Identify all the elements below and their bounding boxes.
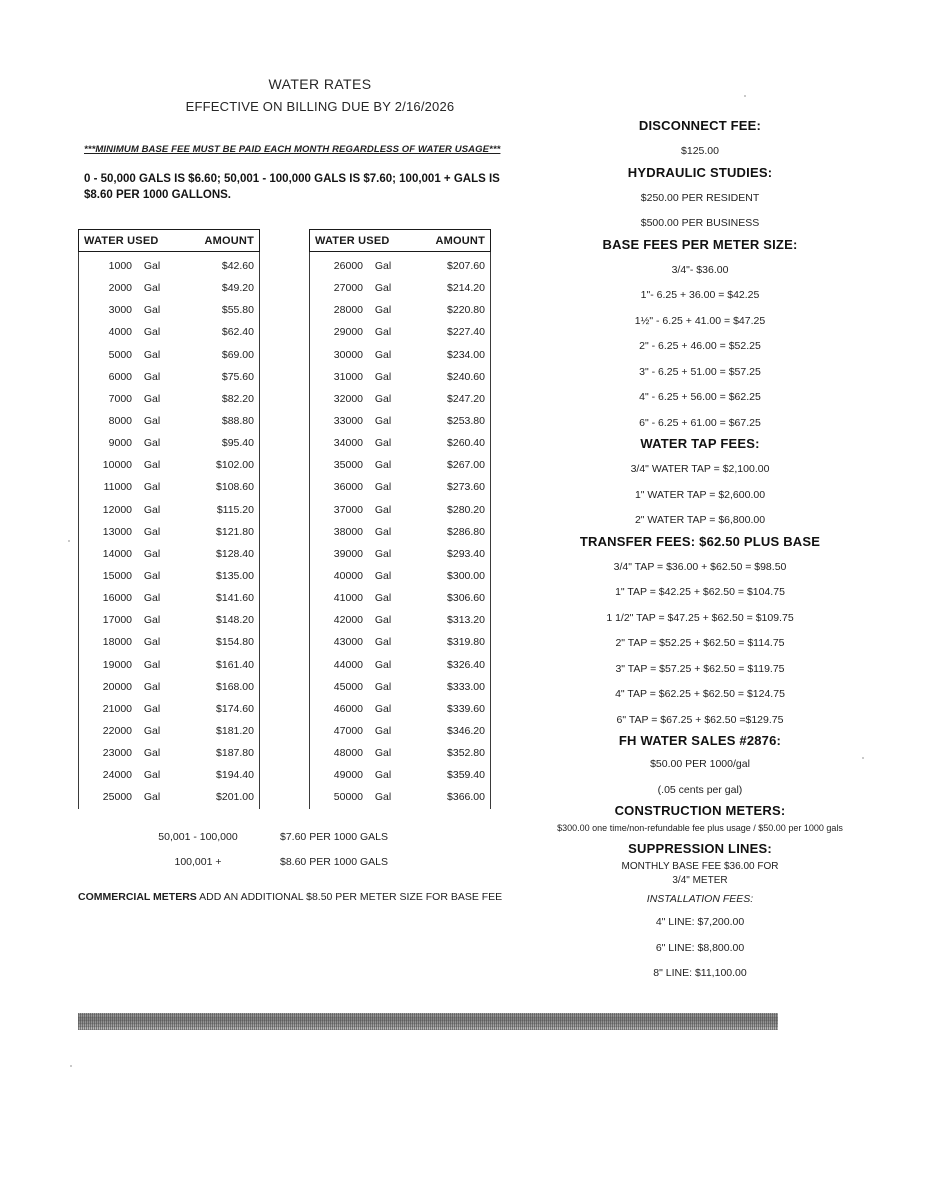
table-row [79, 299, 259, 321]
transfer-fee-line: 3" TAP = $57.25 + $62.50 = $119.75 [615, 662, 785, 675]
table-row [310, 410, 490, 432]
cell-unit: Gal [374, 260, 392, 273]
installation-fee-line: 4" LINE: $7,200.00 [655, 916, 745, 928]
cell-amount: $227.40 [447, 326, 485, 339]
cell-unit: Gal [143, 570, 161, 583]
transfer-fee-line: 1" TAP = $42.25 + $62.50 = $104.75 [615, 586, 785, 598]
cell-unit: Gal [143, 392, 161, 405]
table-row [79, 786, 259, 808]
installation-fee-line-list [495, 910, 905, 987]
suppression-lines-heading: SUPPRESSION LINES: [628, 841, 772, 856]
cell-water-used: 18000 [102, 636, 132, 649]
table-row [310, 543, 490, 565]
cell-unit: Gal [374, 459, 392, 472]
cell-amount: $300.00 [447, 570, 485, 583]
base-fee-line: 1½" - 6.25 + 41.00 = $47.25 [634, 314, 766, 327]
cell-water-used: 7000 [108, 392, 132, 405]
water-tap-fee-line: 2" WATER TAP = $6,800.00 [634, 514, 766, 526]
cell-water-used: 45000 [333, 680, 363, 693]
cell-water-used: 26000 [333, 260, 363, 273]
cell-unit: Gal [143, 437, 161, 450]
cell-amount: $346.20 [447, 725, 485, 738]
table-row [79, 698, 259, 720]
base-fee-line-list [495, 258, 905, 437]
table-row [310, 476, 490, 498]
cell-amount: $260.40 [447, 437, 485, 450]
cell-water-used: 27000 [333, 282, 363, 295]
cell-water-used: 12000 [102, 503, 132, 516]
cell-unit: Gal [374, 415, 392, 428]
table-row [79, 366, 259, 388]
cell-amount: $333.00 [447, 680, 485, 693]
table-row [310, 609, 490, 631]
tier-price: $8.60 PER 1000 GALS [280, 855, 388, 868]
cell-water-used: 16000 [102, 592, 132, 605]
cell-unit: Gal [374, 680, 392, 693]
transfer-fee-line: 6" TAP = $67.25 + $62.50 =$129.75 [616, 713, 784, 726]
water-tap-fees-heading: WATER TAP FEES: [640, 436, 760, 451]
cell-water-used: 15000 [102, 570, 132, 583]
cell-unit: Gal [143, 614, 161, 627]
suppression-monthly-base-fee: MONTHLY BASE FEE $36.00 FOR [621, 861, 779, 872]
cell-amount: $135.00 [216, 570, 254, 583]
table-row [310, 565, 490, 587]
cell-unit: Gal [143, 769, 161, 782]
cell-amount: $42.60 [221, 260, 254, 273]
cell-unit: Gal [143, 260, 161, 273]
cell-water-used: 13000 [102, 525, 132, 538]
cell-amount: $55.80 [221, 304, 254, 317]
table-row [79, 587, 259, 609]
cell-amount: $62.40 [221, 326, 254, 339]
cell-unit: Gal [374, 503, 392, 516]
cell-amount: $181.20 [216, 725, 254, 738]
cell-amount: $201.00 [216, 791, 254, 804]
cell-unit: Gal [374, 791, 392, 804]
table-row [310, 499, 490, 521]
cell-amount: $161.40 [216, 658, 254, 671]
water-tap-fee-line: 1" WATER TAP = $2,600.00 [634, 488, 766, 501]
table-row [310, 277, 490, 299]
base-fee-line: 2" - 6.25 + 46.00 = $52.25 [639, 340, 761, 352]
cell-unit: Gal [374, 547, 392, 560]
commercial-meters-text: ADD AN ADDITIONAL $8.50 PER METER SIZE FOR BASE FEE [196, 891, 503, 903]
cell-amount: $82.20 [221, 392, 254, 405]
cell-water-used: 22000 [102, 725, 132, 738]
table-row [310, 366, 490, 388]
installation-fee-line: 6" LINE: $8,800.00 [655, 941, 745, 954]
cell-unit: Gal [143, 282, 161, 295]
table-row [79, 321, 259, 343]
cell-unit: Gal [374, 614, 392, 627]
table-row [79, 277, 259, 299]
cell-amount: $187.80 [216, 747, 254, 760]
cell-unit: Gal [143, 459, 161, 472]
cell-amount: $168.00 [216, 680, 254, 693]
cell-water-used: 9000 [108, 437, 132, 450]
scan-speck [744, 95, 746, 97]
cell-amount: $352.80 [447, 747, 485, 760]
cell-unit: Gal [374, 636, 392, 649]
table-row [79, 764, 259, 786]
table-row [310, 676, 490, 698]
cell-unit: Gal [143, 525, 161, 538]
base-fees-per-meter-size-section [495, 237, 905, 437]
cell-amount: $339.60 [447, 702, 485, 715]
cell-unit: Gal [374, 658, 392, 671]
tier-row [128, 849, 468, 874]
disconnect-fee-section [495, 118, 905, 165]
table-row [79, 432, 259, 454]
cell-amount: $141.60 [216, 592, 254, 605]
water-tap-line-list [495, 457, 905, 534]
cell-amount: $121.80 [216, 525, 254, 538]
table-row [310, 698, 490, 720]
cell-water-used: 24000 [102, 769, 132, 782]
hydraulic-studies-business: $500.00 PER BUSINESS [640, 217, 760, 229]
fh-water-sales-heading: FH WATER SALES #2876: [618, 733, 782, 748]
cell-unit: Gal [143, 725, 161, 738]
cell-unit: Gal [374, 570, 392, 583]
cell-amount: $88.80 [221, 415, 254, 428]
table-row [79, 476, 259, 498]
table-row [79, 742, 259, 764]
transfer-fee-line: 3/4" TAP = $36.00 + $62.50 = $98.50 [613, 560, 787, 573]
cell-water-used: 21000 [102, 702, 132, 715]
table-row [79, 720, 259, 742]
cell-unit: Gal [374, 437, 392, 450]
cell-water-used: 41000 [333, 592, 363, 605]
commercial-meters-note [78, 891, 558, 903]
cell-amount: $148.20 [216, 614, 254, 627]
installation-fee-line: 8" LINE: $11,100.00 [653, 967, 747, 979]
cell-unit: Gal [374, 304, 392, 317]
cell-water-used: 31000 [333, 370, 363, 383]
cell-amount: $220.80 [447, 304, 485, 317]
scan-speck [68, 540, 70, 542]
cell-water-used: 10000 [102, 459, 132, 472]
cell-amount: $286.80 [447, 525, 485, 538]
cell-amount: $366.00 [447, 791, 485, 804]
cell-unit: Gal [374, 769, 392, 782]
cell-unit: Gal [143, 702, 161, 715]
cell-water-used: 6000 [108, 370, 132, 383]
hydraulic-studies-section [495, 165, 905, 237]
table-row [310, 344, 490, 366]
cell-unit: Gal [143, 791, 161, 804]
page-title: WATER RATES [268, 76, 372, 92]
base-fee-line: 6" - 6.25 + 61.00 = $67.25 [639, 416, 761, 429]
cell-water-used: 42000 [333, 614, 363, 627]
cell-unit: Gal [374, 326, 392, 339]
table-row [79, 454, 259, 476]
table-row [310, 321, 490, 343]
table-row [310, 764, 490, 786]
table-row [79, 499, 259, 521]
suppression-meter-size: 3/4" METER [672, 875, 728, 886]
cell-amount: $234.00 [447, 348, 485, 361]
rate-statement: 0 - 50,000 GALS IS $6.60; 50,001 - 100,000 GALS IS $7.60; 100,001 + GALS IS $8.60 PER 1000 GALLONS. [84, 173, 500, 201]
cell-water-used: 49000 [333, 769, 363, 782]
cell-amount: $240.60 [447, 370, 485, 383]
cell-water-used: 23000 [102, 747, 132, 760]
cell-amount: $326.40 [447, 658, 485, 671]
cell-water-used: 50000 [333, 791, 363, 804]
cell-amount: $108.60 [216, 481, 254, 494]
table-row [310, 432, 490, 454]
table-row [79, 388, 259, 410]
table-row [310, 786, 490, 808]
base-fee-line: 1"- 6.25 + 36.00 = $42.25 [640, 289, 760, 301]
column-header-amount: AMOUNT [204, 234, 254, 247]
cell-water-used: 39000 [333, 547, 363, 560]
cell-unit: Gal [143, 304, 161, 317]
cell-amount: $128.40 [216, 547, 254, 560]
cell-water-used: 46000 [333, 702, 363, 715]
overage-tier-list [128, 824, 468, 874]
cell-water-used: 40000 [333, 570, 363, 583]
cell-water-used: 38000 [333, 525, 363, 538]
disconnect-fee-heading: DISCONNECT FEE: [638, 118, 762, 133]
cell-water-used: 14000 [102, 547, 132, 560]
cell-unit: Gal [374, 747, 392, 760]
cell-water-used: 30000 [333, 348, 363, 361]
cell-water-used: 1000 [108, 260, 132, 273]
table-row [79, 255, 259, 277]
table-body [309, 252, 491, 809]
cell-unit: Gal [143, 370, 161, 383]
water-tap-fees-section [495, 436, 905, 534]
base-fee-line: 3" - 6.25 + 51.00 = $57.25 [639, 365, 761, 378]
table-row [79, 543, 259, 565]
cell-water-used: 36000 [333, 481, 363, 494]
table-row [79, 631, 259, 653]
cell-unit: Gal [143, 481, 161, 494]
column-header-water-used: WATER USED [84, 234, 159, 247]
base-fee-line: 4" - 6.25 + 56.00 = $62.25 [639, 391, 761, 403]
cell-unit: Gal [143, 680, 161, 693]
hydraulic-studies-resident: $250.00 PER RESIDENT [640, 191, 760, 204]
commercial-meters-label: COMMERCIAL METERS [78, 891, 197, 903]
base-fee-line: 3/4"- $36.00 [671, 263, 729, 276]
installation-fees-heading: INSTALLATION FEES: [646, 893, 754, 905]
table-row [79, 609, 259, 631]
cell-amount: $69.00 [221, 348, 254, 361]
cell-amount: $102.00 [216, 459, 254, 472]
table-row [310, 299, 490, 321]
table-row [310, 388, 490, 410]
cell-water-used: 25000 [102, 791, 132, 804]
effective-date-subtitle: EFFECTIVE ON BILLING DUE BY 2/16/2026 [185, 99, 455, 114]
cell-amount: $306.60 [447, 592, 485, 605]
cell-amount: $115.20 [216, 503, 254, 516]
cell-water-used: 11000 [103, 481, 132, 494]
cell-amount: $75.60 [221, 370, 254, 383]
cell-water-used: 35000 [333, 459, 363, 472]
cell-unit: Gal [374, 725, 392, 738]
cell-unit: Gal [143, 326, 161, 339]
tier-range: 100,001 + [174, 855, 222, 868]
cell-water-used: 19000 [102, 658, 132, 671]
scan-speck [70, 1065, 72, 1067]
transfer-fees-section [495, 534, 905, 734]
cell-unit: Gal [374, 702, 392, 715]
scan-speck [862, 757, 864, 759]
cell-amount: $280.20 [447, 503, 485, 516]
cell-unit: Gal [143, 658, 161, 671]
fh-water-sales-per-gal: (.05 cents per gal) [657, 783, 743, 796]
cell-amount: $253.80 [447, 415, 485, 428]
cell-amount: $174.60 [216, 702, 254, 715]
cell-unit: Gal [374, 481, 392, 494]
cell-amount: $247.20 [447, 392, 485, 405]
construction-meters-section [495, 803, 905, 835]
transfer-fee-line: 2" TAP = $52.25 + $62.50 = $114.75 [615, 637, 785, 649]
cell-amount: $267.00 [447, 459, 485, 472]
cell-water-used: 4000 [108, 326, 132, 339]
cell-amount: $207.60 [447, 260, 485, 273]
suppression-lines-section [495, 841, 905, 987]
cell-amount: $359.40 [447, 769, 485, 782]
cell-unit: Gal [143, 592, 161, 605]
cell-unit: Gal [143, 348, 161, 361]
cell-water-used: 8000 [108, 415, 132, 428]
table-row [310, 454, 490, 476]
cell-water-used: 43000 [333, 636, 363, 649]
tier-price: $7.60 PER 1000 GALS [280, 830, 388, 843]
cell-water-used: 5000 [108, 348, 132, 361]
base-fees-heading: BASE FEES PER METER SIZE: [602, 236, 798, 252]
table-header-row [78, 229, 260, 252]
table-row [79, 410, 259, 432]
table-row [79, 344, 259, 366]
cell-water-used: 28000 [333, 304, 363, 317]
construction-meters-heading: CONSTRUCTION METERS: [614, 803, 786, 818]
rate-table-column-2 [309, 229, 491, 809]
cell-unit: Gal [143, 503, 161, 516]
cell-unit: Gal [374, 592, 392, 605]
cell-unit: Gal [143, 747, 161, 760]
cell-amount: $214.20 [447, 282, 485, 295]
minimum-base-fee-notice: ***MINIMUM BASE FEE MUST BE PAID EACH MONTH REGARDLESS OF WATER USAGE*** [84, 144, 501, 155]
cell-unit: Gal [374, 282, 392, 295]
cell-unit: Gal [374, 370, 392, 383]
tier-row [128, 824, 468, 849]
cell-water-used: 44000 [333, 658, 363, 671]
cell-unit: Gal [374, 348, 392, 361]
table-row [79, 676, 259, 698]
cell-unit: Gal [143, 636, 161, 649]
disconnect-fee-amount: $125.00 [681, 145, 719, 157]
transfer-fee-line-list [495, 555, 905, 734]
construction-meters-detail: $300.00 one time/non-refundable fee plus usage / $50.00 per 1000 gals [557, 823, 843, 833]
rate-table-column-1 [78, 229, 260, 809]
table-row [310, 742, 490, 764]
tier-range: 50,001 - 100,000 [158, 830, 238, 843]
cell-water-used: 33000 [333, 415, 363, 428]
cell-water-used: 2000 [108, 282, 132, 295]
table-row [310, 654, 490, 676]
cell-unit: Gal [374, 392, 392, 405]
table-row [310, 720, 490, 742]
table-row [310, 631, 490, 653]
cell-water-used: 17000 [102, 614, 132, 627]
table-body [78, 252, 260, 809]
cell-water-used: 47000 [333, 725, 363, 738]
table-row [310, 255, 490, 277]
cell-water-used: 29000 [333, 326, 363, 339]
cell-water-used: 20000 [102, 680, 132, 693]
cell-water-used: 3000 [108, 304, 132, 317]
fh-water-sales-section [495, 733, 905, 803]
table-row [79, 521, 259, 543]
table-header-row [309, 229, 491, 252]
cell-water-used: 34000 [333, 437, 363, 450]
table-row [79, 565, 259, 587]
fh-water-sales-rate: $50.00 PER 1000/gal [650, 758, 750, 770]
cell-amount: $49.20 [221, 282, 254, 295]
table-row [310, 521, 490, 543]
cell-amount: $95.40 [221, 437, 254, 450]
cell-water-used: 37000 [333, 503, 363, 516]
cell-amount: $194.40 [216, 769, 254, 782]
cell-water-used: 32000 [333, 392, 363, 405]
cell-amount: $154.80 [216, 636, 254, 649]
cell-water-used: 48000 [333, 747, 363, 760]
column-header-water-used: WATER USED [315, 234, 390, 247]
transfer-fees-heading: TRANSFER FEES: $62.50 PLUS BASE [579, 533, 821, 549]
fee-schedule-column [495, 118, 905, 987]
cell-amount: $293.40 [447, 547, 485, 560]
cell-amount: $313.20 [447, 614, 485, 627]
cell-amount: $319.80 [447, 636, 485, 649]
table-row [79, 654, 259, 676]
cell-unit: Gal [374, 525, 392, 538]
cell-amount: $273.60 [447, 481, 485, 494]
cell-unit: Gal [143, 415, 161, 428]
column-header-amount: AMOUNT [435, 234, 485, 247]
hydraulic-studies-heading: HYDRAULIC STUDIES: [627, 164, 773, 180]
transfer-fee-line: 4" TAP = $62.25 + $62.50 = $124.75 [615, 688, 785, 700]
water-tap-fee-line: 3/4" WATER TAP = $2,100.00 [630, 463, 770, 475]
cell-unit: Gal [143, 547, 161, 560]
scanner-artifact-band [78, 1013, 778, 1030]
table-row [310, 587, 490, 609]
transfer-fee-line: 1 1/2" TAP = $47.25 + $62.50 = $109.75 [606, 611, 794, 624]
